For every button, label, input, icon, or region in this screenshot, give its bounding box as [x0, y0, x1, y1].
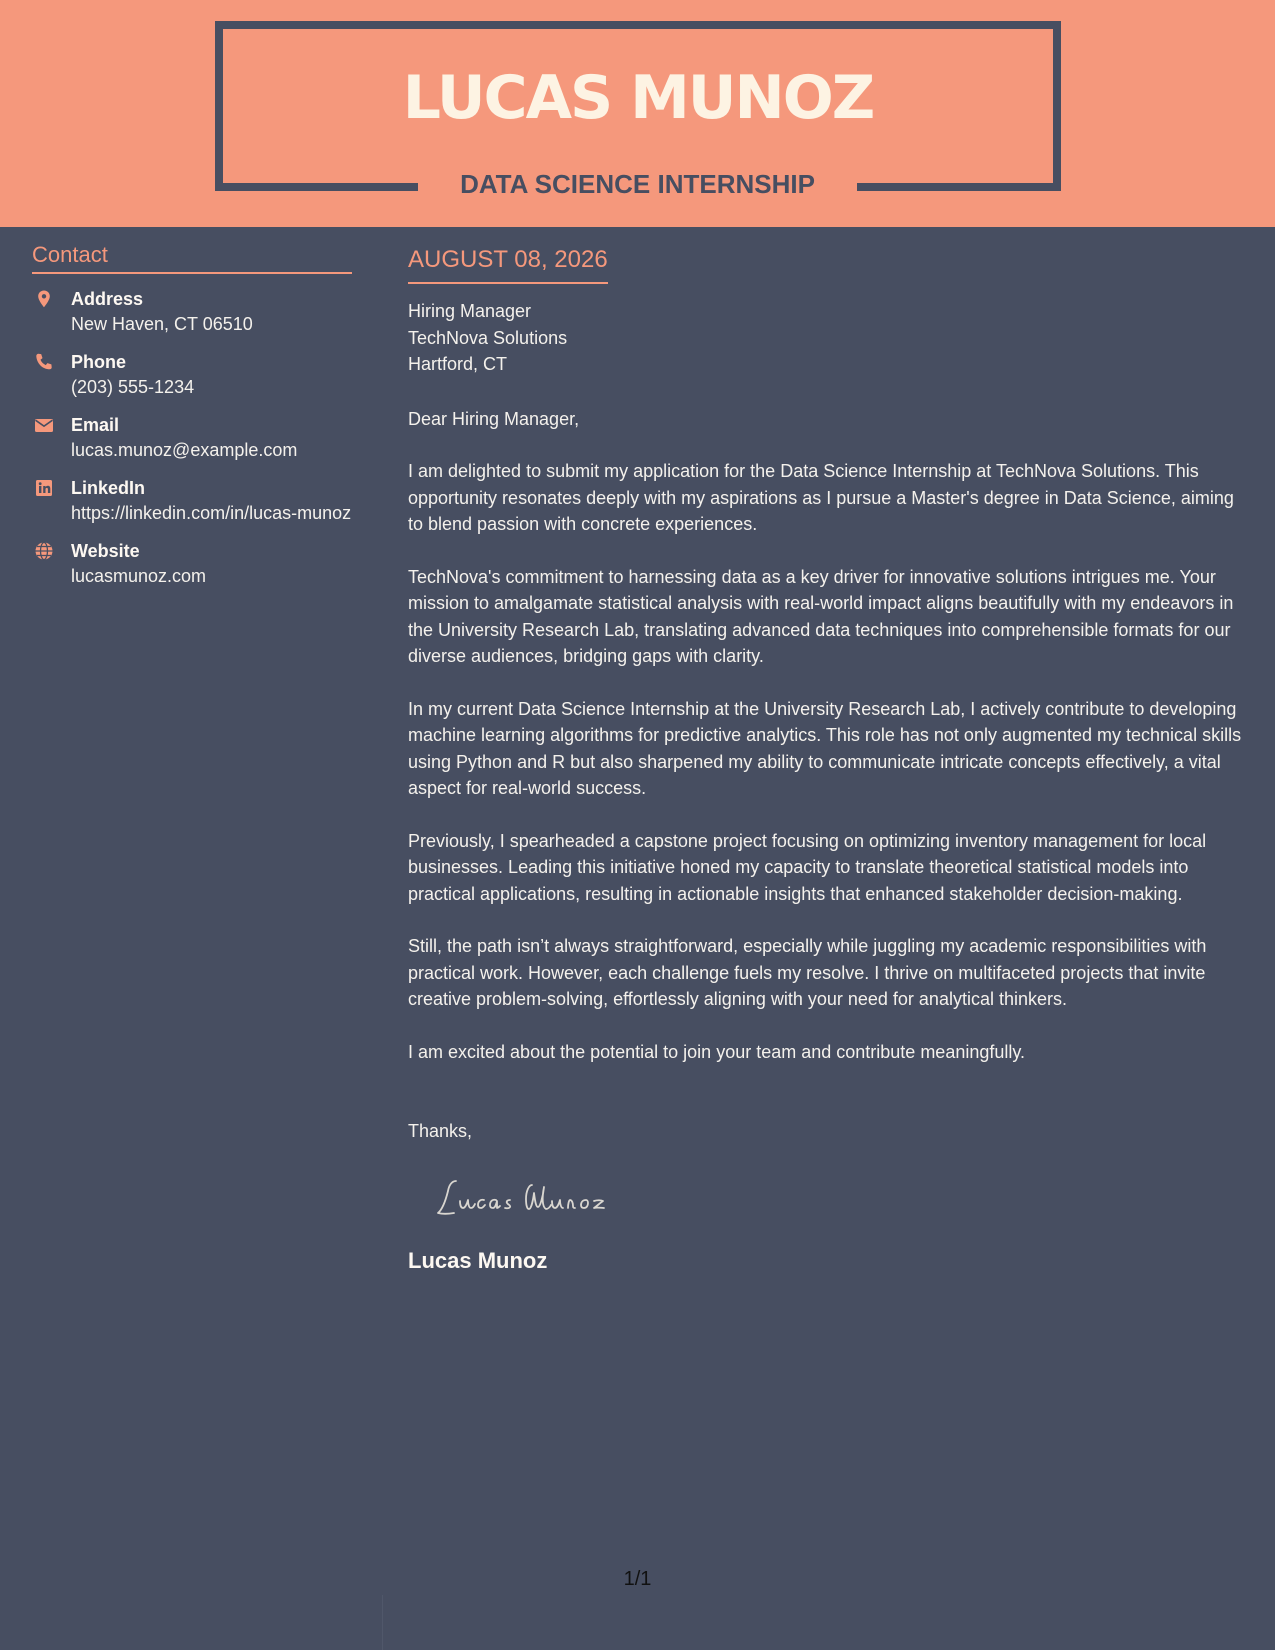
phone-value: (203) 555-1234 [71, 377, 195, 397]
envelope-icon [34, 415, 54, 435]
paragraph-6: I am excited about the potential to join your team and contribute meaningfully. [408, 1041, 1026, 1062]
recipient-location: Hartford, CT [408, 354, 508, 374]
contact-heading: Contact [32, 240, 352, 274]
handwritten-signature [434, 1173, 654, 1223]
linkedin-icon [34, 478, 54, 498]
email-label: Email [71, 415, 120, 435]
recipient-company: TechNova Solutions [408, 327, 568, 348]
letter-date: AUGUST 08, 2026 [408, 241, 608, 284]
paragraph-2: TechNova's commitment to harnessing data as a key driver for innovative solutions intrigues me. Your mission to amalgamate statistical analysis with real-world impact aligns beautifully with my endeavors in the University Research Lab, translating advanced data techniques into comprehensible formats for our diverse audiences, bridging gaps with clarity. [408, 566, 1234, 666]
email-value: lucas.munoz@example.com [71, 440, 298, 460]
address-value: New Haven, CT 06510 [71, 314, 253, 334]
letter-body [408, 241, 1253, 1276]
phone-icon [34, 352, 54, 372]
contact-sidebar [32, 240, 352, 589]
linkedin-value: https://linkedin.com/in/lucas-munoz [71, 503, 352, 523]
paragraph-1: I am delighted to submit my application for the Data Science Internship at TechNova Solutions. This opportunity resonates deeply with my aspirations as I pursue a Master's degree in Data Science, aiming to blend passion with concrete experiences. [408, 461, 1234, 534]
globe-icon [34, 541, 54, 561]
contact-phone [32, 350, 352, 400]
contact-address [32, 287, 352, 337]
closing: Thanks, [408, 1121, 473, 1141]
map-pin-icon [34, 289, 54, 309]
website-label: Website [71, 541, 140, 561]
page-number: 1/1 [623, 1568, 652, 1590]
website-value: lucasmunoz.com [71, 566, 207, 586]
header-banner [0, 0, 1275, 227]
column-divider [382, 1595, 383, 1650]
paragraph-3: In my current Data Science Internship at the University Research Lab, I actively contribute to developing machine learning algorithms for predictive analytics. This role has not only augmented my technical skills using Python and R but also sharpened my ability to communicate intricate concepts effectively, a vital aspect for real-world success. [408, 698, 1242, 798]
recipient-block [408, 298, 1253, 378]
contact-email [32, 413, 352, 463]
signer-name: Lucas Munoz [408, 1247, 548, 1273]
job-title: DATA SCIENCE INTERNSHIP [460, 169, 815, 199]
linkedin-label: LinkedIn [71, 478, 146, 498]
contact-website [32, 539, 352, 589]
salutation: Dear Hiring Manager, [408, 408, 580, 429]
recipient-title: Hiring Manager [408, 301, 532, 321]
contact-linkedin [32, 476, 352, 526]
phone-label: Phone [71, 352, 127, 372]
address-label: Address [71, 289, 144, 309]
paragraph-4: Previously, I spearheaded a capstone project focusing on optimizing inventory management for local businesses. Leading this initiative honed my capacity to translate theoretical statistical models into practical applications, resulting in actionable insights that enhanced stakeholder decision-making. [408, 830, 1207, 904]
applicant-name: LUCAS MUNOZ [402, 63, 874, 133]
paragraph-5: Still, the path isn’t always straightforward, especially while juggling my academic responsibilities with practical work. However, each challenge fuels my resolve. I thrive on multifaceted projects that invite creative problem-solving, effortlessly aligning with your need for analytical thinkers. [408, 936, 1207, 1009]
